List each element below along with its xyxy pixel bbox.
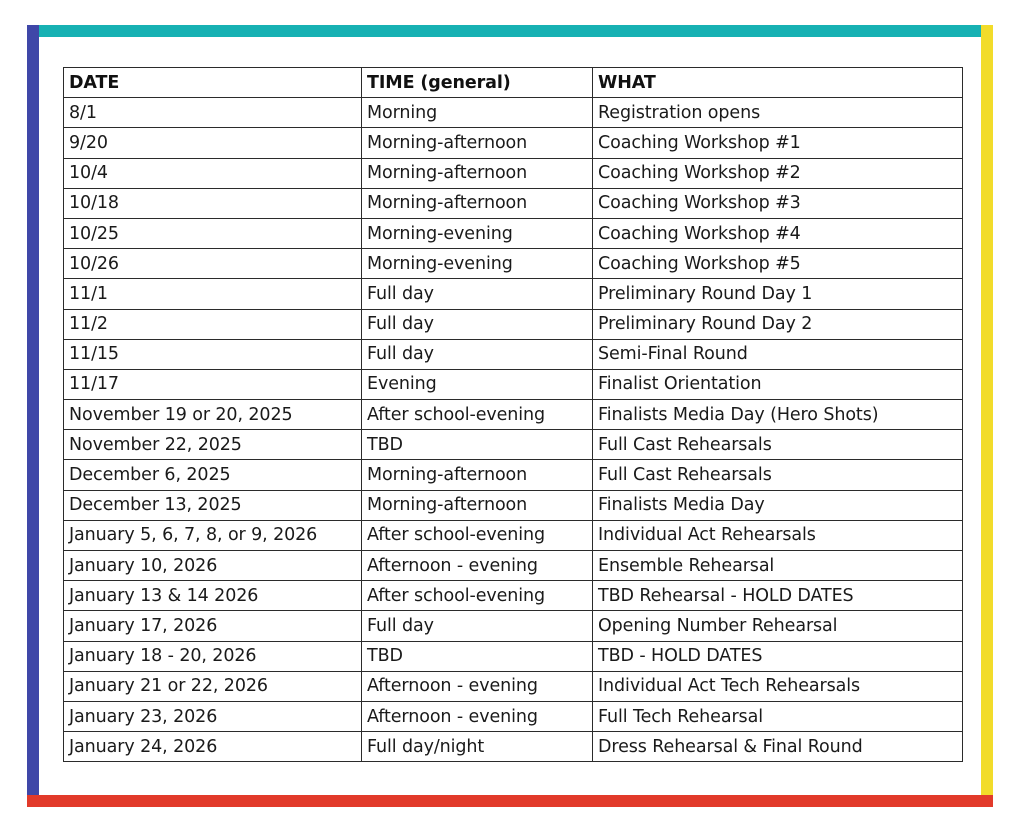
time-cell: Afternoon - evening [362,671,593,701]
frame-bottom-border [27,795,993,807]
table-row [64,581,963,611]
table-row [64,309,963,339]
time-cell: Full day [362,309,593,339]
table-row [64,158,963,188]
table-row [64,671,963,701]
what-cell: Coaching Workshop #3 [593,188,963,218]
table-row [64,369,963,399]
date-cell: December 13, 2025 [64,490,362,520]
table-row [64,490,963,520]
what-cell: Coaching Workshop #2 [593,158,963,188]
time-cell: Full day [362,339,593,369]
schedule-table-body [64,98,963,762]
date-cell: January 5, 6, 7, 8, or 9, 2026 [64,520,362,550]
what-cell: Finalists Media Day (Hero Shots) [593,400,963,430]
date-cell: January 17, 2026 [64,611,362,641]
time-cell: After school-evening [362,400,593,430]
what-cell: TBD Rehearsal - HOLD DATES [593,581,963,611]
date-cell: November 19 or 20, 2025 [64,400,362,430]
time-cell: Full day/night [362,732,593,762]
table-row [64,551,963,581]
date-column-header: DATE [64,68,362,98]
what-column-header: WHAT [593,68,963,98]
date-cell: January 18 - 20, 2026 [64,641,362,671]
table-row [64,430,963,460]
date-cell: 10/4 [64,158,362,188]
time-column-header: TIME (general) [362,68,593,98]
what-cell: Finalist Orientation [593,369,963,399]
table-row [64,279,963,309]
time-cell: TBD [362,641,593,671]
header-row [64,68,963,98]
date-cell: November 22, 2025 [64,430,362,460]
date-cell: 11/1 [64,279,362,309]
date-cell: 10/18 [64,188,362,218]
time-cell: Evening [362,369,593,399]
table-row [64,339,963,369]
schedule-table-header [64,68,963,98]
date-cell: January 21 or 22, 2026 [64,671,362,701]
date-cell: January 24, 2026 [64,732,362,762]
table-row [64,128,963,158]
time-cell: TBD [362,430,593,460]
time-cell: Morning-afternoon [362,158,593,188]
table-row [64,460,963,490]
table-row [64,98,963,128]
date-cell: 10/26 [64,249,362,279]
date-cell: January 13 & 14 2026 [64,581,362,611]
time-cell: Morning-evening [362,218,593,248]
frame-top-border [27,25,993,37]
time-cell: Morning [362,98,593,128]
frame-right-border [981,25,993,807]
time-cell: After school-evening [362,581,593,611]
what-cell: Individual Act Rehearsals [593,520,963,550]
what-cell: Full Cast Rehearsals [593,460,963,490]
time-cell: Full day [362,611,593,641]
table-row [64,520,963,550]
date-cell: 10/25 [64,218,362,248]
table-row [64,188,963,218]
what-cell: Coaching Workshop #5 [593,249,963,279]
what-cell: Coaching Workshop #4 [593,218,963,248]
date-cell: 11/2 [64,309,362,339]
time-cell: Morning-afternoon [362,188,593,218]
time-cell: Morning-afternoon [362,490,593,520]
table-row [64,611,963,641]
what-cell: TBD - HOLD DATES [593,641,963,671]
date-cell: 9/20 [64,128,362,158]
time-cell: Morning-afternoon [362,128,593,158]
time-cell: Afternoon - evening [362,551,593,581]
what-cell: Preliminary Round Day 2 [593,309,963,339]
what-cell: Individual Act Tech Rehearsals [593,671,963,701]
date-cell: 8/1 [64,98,362,128]
time-cell: Afternoon - evening [362,701,593,731]
date-cell: December 6, 2025 [64,460,362,490]
what-cell: Finalists Media Day [593,490,963,520]
time-cell: Morning-evening [362,249,593,279]
what-cell: Full Tech Rehearsal [593,701,963,731]
what-cell: Ensemble Rehearsal [593,551,963,581]
frame-left-border [27,25,39,807]
what-cell: Opening Number Rehearsal [593,611,963,641]
table-row [64,732,963,762]
time-cell: Morning-afternoon [362,460,593,490]
time-cell: After school-evening [362,520,593,550]
time-cell: Full day [362,279,593,309]
what-cell: Dress Rehearsal & Final Round [593,732,963,762]
what-cell: Coaching Workshop #1 [593,128,963,158]
table-row [64,249,963,279]
date-cell: 11/15 [64,339,362,369]
what-cell: Registration opens [593,98,963,128]
schedule-table [63,67,963,762]
table-row [64,701,963,731]
what-cell: Full Cast Rehearsals [593,430,963,460]
what-cell: Semi-Final Round [593,339,963,369]
what-cell: Preliminary Round Day 1 [593,279,963,309]
table-row [64,218,963,248]
table-row [64,641,963,671]
date-cell: January 23, 2026 [64,701,362,731]
date-cell: January 10, 2026 [64,551,362,581]
table-row [64,400,963,430]
date-cell: 11/17 [64,369,362,399]
